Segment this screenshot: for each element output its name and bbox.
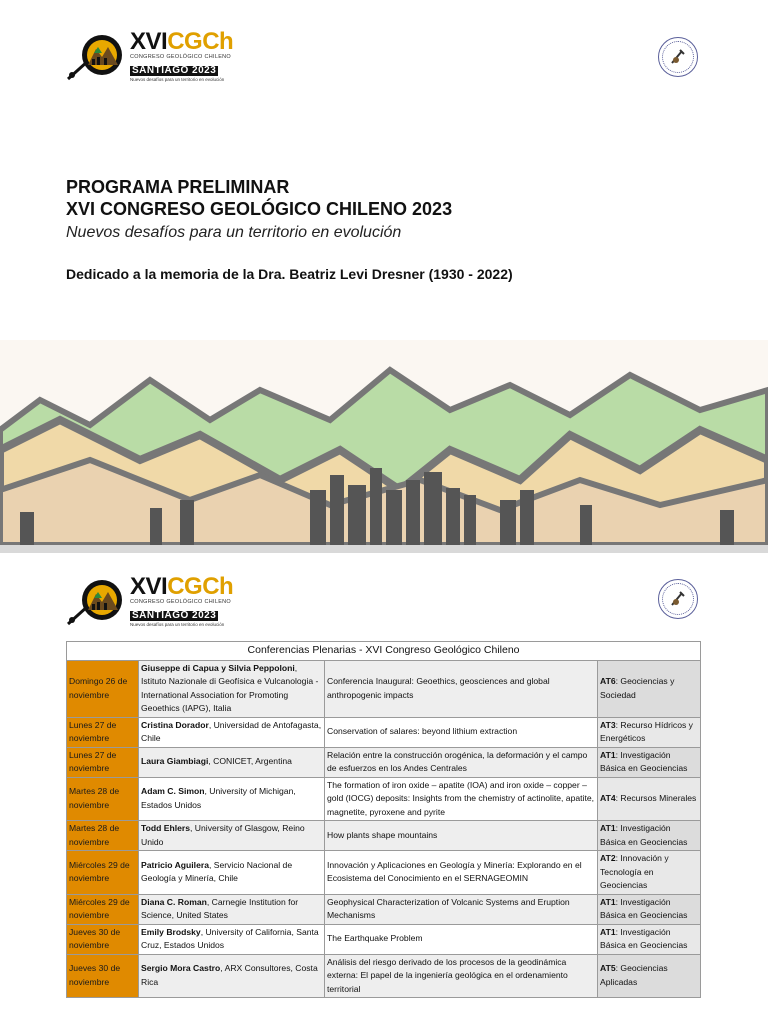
row-speaker [139, 747, 325, 777]
logo-line3: Nuevos desafíos para un territorio en evolución [130, 621, 225, 627]
row-date: Martes 28 de noviembre [67, 777, 139, 821]
row-date: Domingo 26 de noviembre [67, 660, 139, 717]
speaker-affiliation: , University of Michigan, Estados Unidos [141, 786, 296, 810]
row-speaker [139, 954, 325, 998]
row-topic: Geophysical Characterization of Volcanic Systems and Eruption Mechanisms [325, 894, 598, 924]
row-speaker [139, 894, 325, 924]
speaker-affiliation: , ARX Consultores, Costa Rica [141, 963, 318, 987]
area-code: AT5 [600, 963, 616, 974]
row-date: Jueves 30 de noviembre [67, 924, 139, 954]
speaker-name: Sergio Mora Castro [141, 963, 221, 974]
row-topic: Innovación y Aplicaciones en Geología y Minería: Explorando en el Ecosistema del Conocimiento en el SERNAGEOMIN [325, 851, 598, 895]
row-area [598, 924, 701, 954]
congress-title: XVI CONGRESO GEOLÓGICO CHILENO 2023 [66, 199, 453, 219]
table-row [67, 894, 701, 924]
row-speaker [139, 717, 325, 747]
table-row [67, 851, 701, 895]
cover-title-block [66, 176, 706, 282]
speaker-affiliation: , Universidad de Antofagasta, Chile [141, 719, 322, 743]
area-code: AT1 [600, 926, 616, 937]
area-code: AT1 [600, 896, 616, 907]
row-speaker [139, 851, 325, 895]
volcano-logo-icon [66, 576, 128, 626]
table-row [67, 747, 701, 777]
row-topic: Relación entre la construcción orogénica, la deformación y el campo de esfuerzos en los Andes Centrales [325, 747, 598, 777]
area-code: AT2 [600, 853, 616, 863]
row-date: Jueves 30 de noviembre [67, 954, 139, 998]
table-body [67, 660, 701, 998]
page-separator [0, 545, 768, 553]
speaker-affiliation: , Istituto Nazionale di Geofísica e Vulcanologia - International Association for Promoting Geoethics (IAPG), Italia [141, 662, 319, 713]
row-date: Martes 28 de noviembre [67, 821, 139, 851]
table-title: Conferencias Plenarias - XVI Congreso Geológico Chileno [67, 642, 701, 661]
speaker-name: Patricio Aguilera [141, 859, 209, 870]
volcano-logo-icon [66, 31, 128, 81]
area-code: AT4 [600, 793, 616, 803]
table-row [67, 660, 701, 717]
logo-line2: SANTIAGO 2023 [132, 64, 217, 76]
row-area [598, 954, 701, 998]
area-name: : Geociencias y Sociedad [600, 676, 675, 700]
area-name: : Recurso Hídricos y Energéticos [600, 719, 693, 743]
logo-cgch: CGCh [167, 573, 234, 600]
area-code: AT1 [600, 749, 616, 760]
table-row [67, 717, 701, 747]
table-row [67, 954, 701, 998]
speaker-name: Emily Brodsky [141, 926, 201, 937]
row-area [598, 821, 701, 851]
row-topic: Conferencia Inaugural: Geoethics, geosciences and global anthropogenic impacts [325, 660, 598, 717]
speaker-affiliation: , University of Glasgow, Reino Unido [141, 823, 305, 847]
area-code: AT1 [600, 823, 616, 833]
area-name: : Investigación Básica en Geociencias [600, 896, 688, 920]
area-name: : Investigación Básica en Geociencias [600, 823, 688, 847]
speaker-name: Laura Giambiagi [141, 756, 209, 767]
row-area [598, 660, 701, 717]
society-seal-icon [658, 37, 698, 77]
row-date: Miércoles 29 de noviembre [67, 894, 139, 924]
area-name: : Investigación Básica en Geociencias [600, 926, 688, 950]
plenary-table [66, 641, 700, 998]
logo-line1: CONGRESO GEOLÓGICO CHILENO [130, 54, 232, 60]
area-name: : Geociencias Aplicadas [600, 963, 668, 987]
logo-line2: SANTIAGO 2023 [132, 609, 217, 621]
logo-xvi: XVI [130, 28, 168, 55]
row-speaker [139, 777, 325, 821]
table-row [67, 924, 701, 954]
row-date: Lunes 27 de noviembre [67, 747, 139, 777]
row-topic: How plants shape mountains [325, 821, 598, 851]
row-area [598, 747, 701, 777]
mountain-city-illustration [0, 340, 768, 545]
row-date: Lunes 27 de noviembre [67, 717, 139, 747]
logo-cgch: CGCh [167, 28, 234, 55]
area-code: AT3 [600, 719, 616, 730]
row-area [598, 894, 701, 924]
area-name: : Investigación Básica en Geociencias [600, 749, 688, 773]
program-title: PROGRAMA PRELIMINAR [66, 177, 290, 197]
speaker-name: Adam C. Simon [141, 786, 205, 797]
logo-line1: CONGRESO GEOLÓGICO CHILENO [130, 599, 232, 605]
row-topic: Conservation of salares: beyond lithium extraction [325, 717, 598, 747]
row-topic: The Earthquake Problem [325, 924, 598, 954]
table-row [67, 821, 701, 851]
row-topic: The formation of iron oxide – apatite (IOA) and iron oxide – copper – gold (IOCG) deposits: Insights from the chemistry of actinolite, apatite, magnetite, pyroxene and pyrite [325, 777, 598, 821]
speaker-name: Cristina Dorador [141, 719, 209, 730]
speaker-affiliation: , Carnegie Institution for Science, United States [141, 896, 299, 920]
row-speaker [139, 660, 325, 717]
program-page [0, 553, 768, 1024]
speaker-affiliation: , Servicio Nacional de Geología y Minería, Chile [141, 859, 293, 884]
area-name: : Innovación y Tecnología en Geociencias [600, 853, 669, 890]
speaker-name: Todd Ehlers [141, 823, 191, 833]
row-area [598, 851, 701, 895]
dedication-text: Dedicado a la memoria de la Dra. Beatriz Levi Dresner (1930 - 2022) [66, 266, 513, 282]
speaker-affiliation: , University of California, Santa Cruz, Estados Unidos [141, 926, 319, 950]
congress-subtitle: Nuevos desafíos para un territorio en evolución [66, 224, 402, 241]
speaker-name: Diana C. Roman [141, 896, 207, 907]
row-speaker [139, 821, 325, 851]
row-speaker [139, 924, 325, 954]
row-topic: Análisis del riesgo derivado de los procesos de la geodinámica externa: El papel de la ingeniería geológica en el ordenamiento territorial [325, 954, 598, 998]
logo-line3: Nuevos desafíos para un territorio en evolución [130, 76, 225, 82]
logo-xvi: XVI [130, 573, 168, 600]
row-area [598, 717, 701, 747]
row-area [598, 777, 701, 821]
area-name: : Recursos Minerales [615, 793, 697, 803]
society-seal-icon [658, 579, 698, 619]
speaker-affiliation: , CONICET, Argentina [208, 756, 292, 767]
row-date: Miércoles 29 de noviembre [67, 851, 139, 895]
table-row [67, 777, 701, 821]
congress-logo [66, 30, 233, 82]
speaker-name: Giuseppe di Capua y Silvia Peppoloni [141, 662, 295, 673]
congress-logo-page2 [66, 575, 233, 627]
area-code: AT6 [600, 676, 616, 686]
